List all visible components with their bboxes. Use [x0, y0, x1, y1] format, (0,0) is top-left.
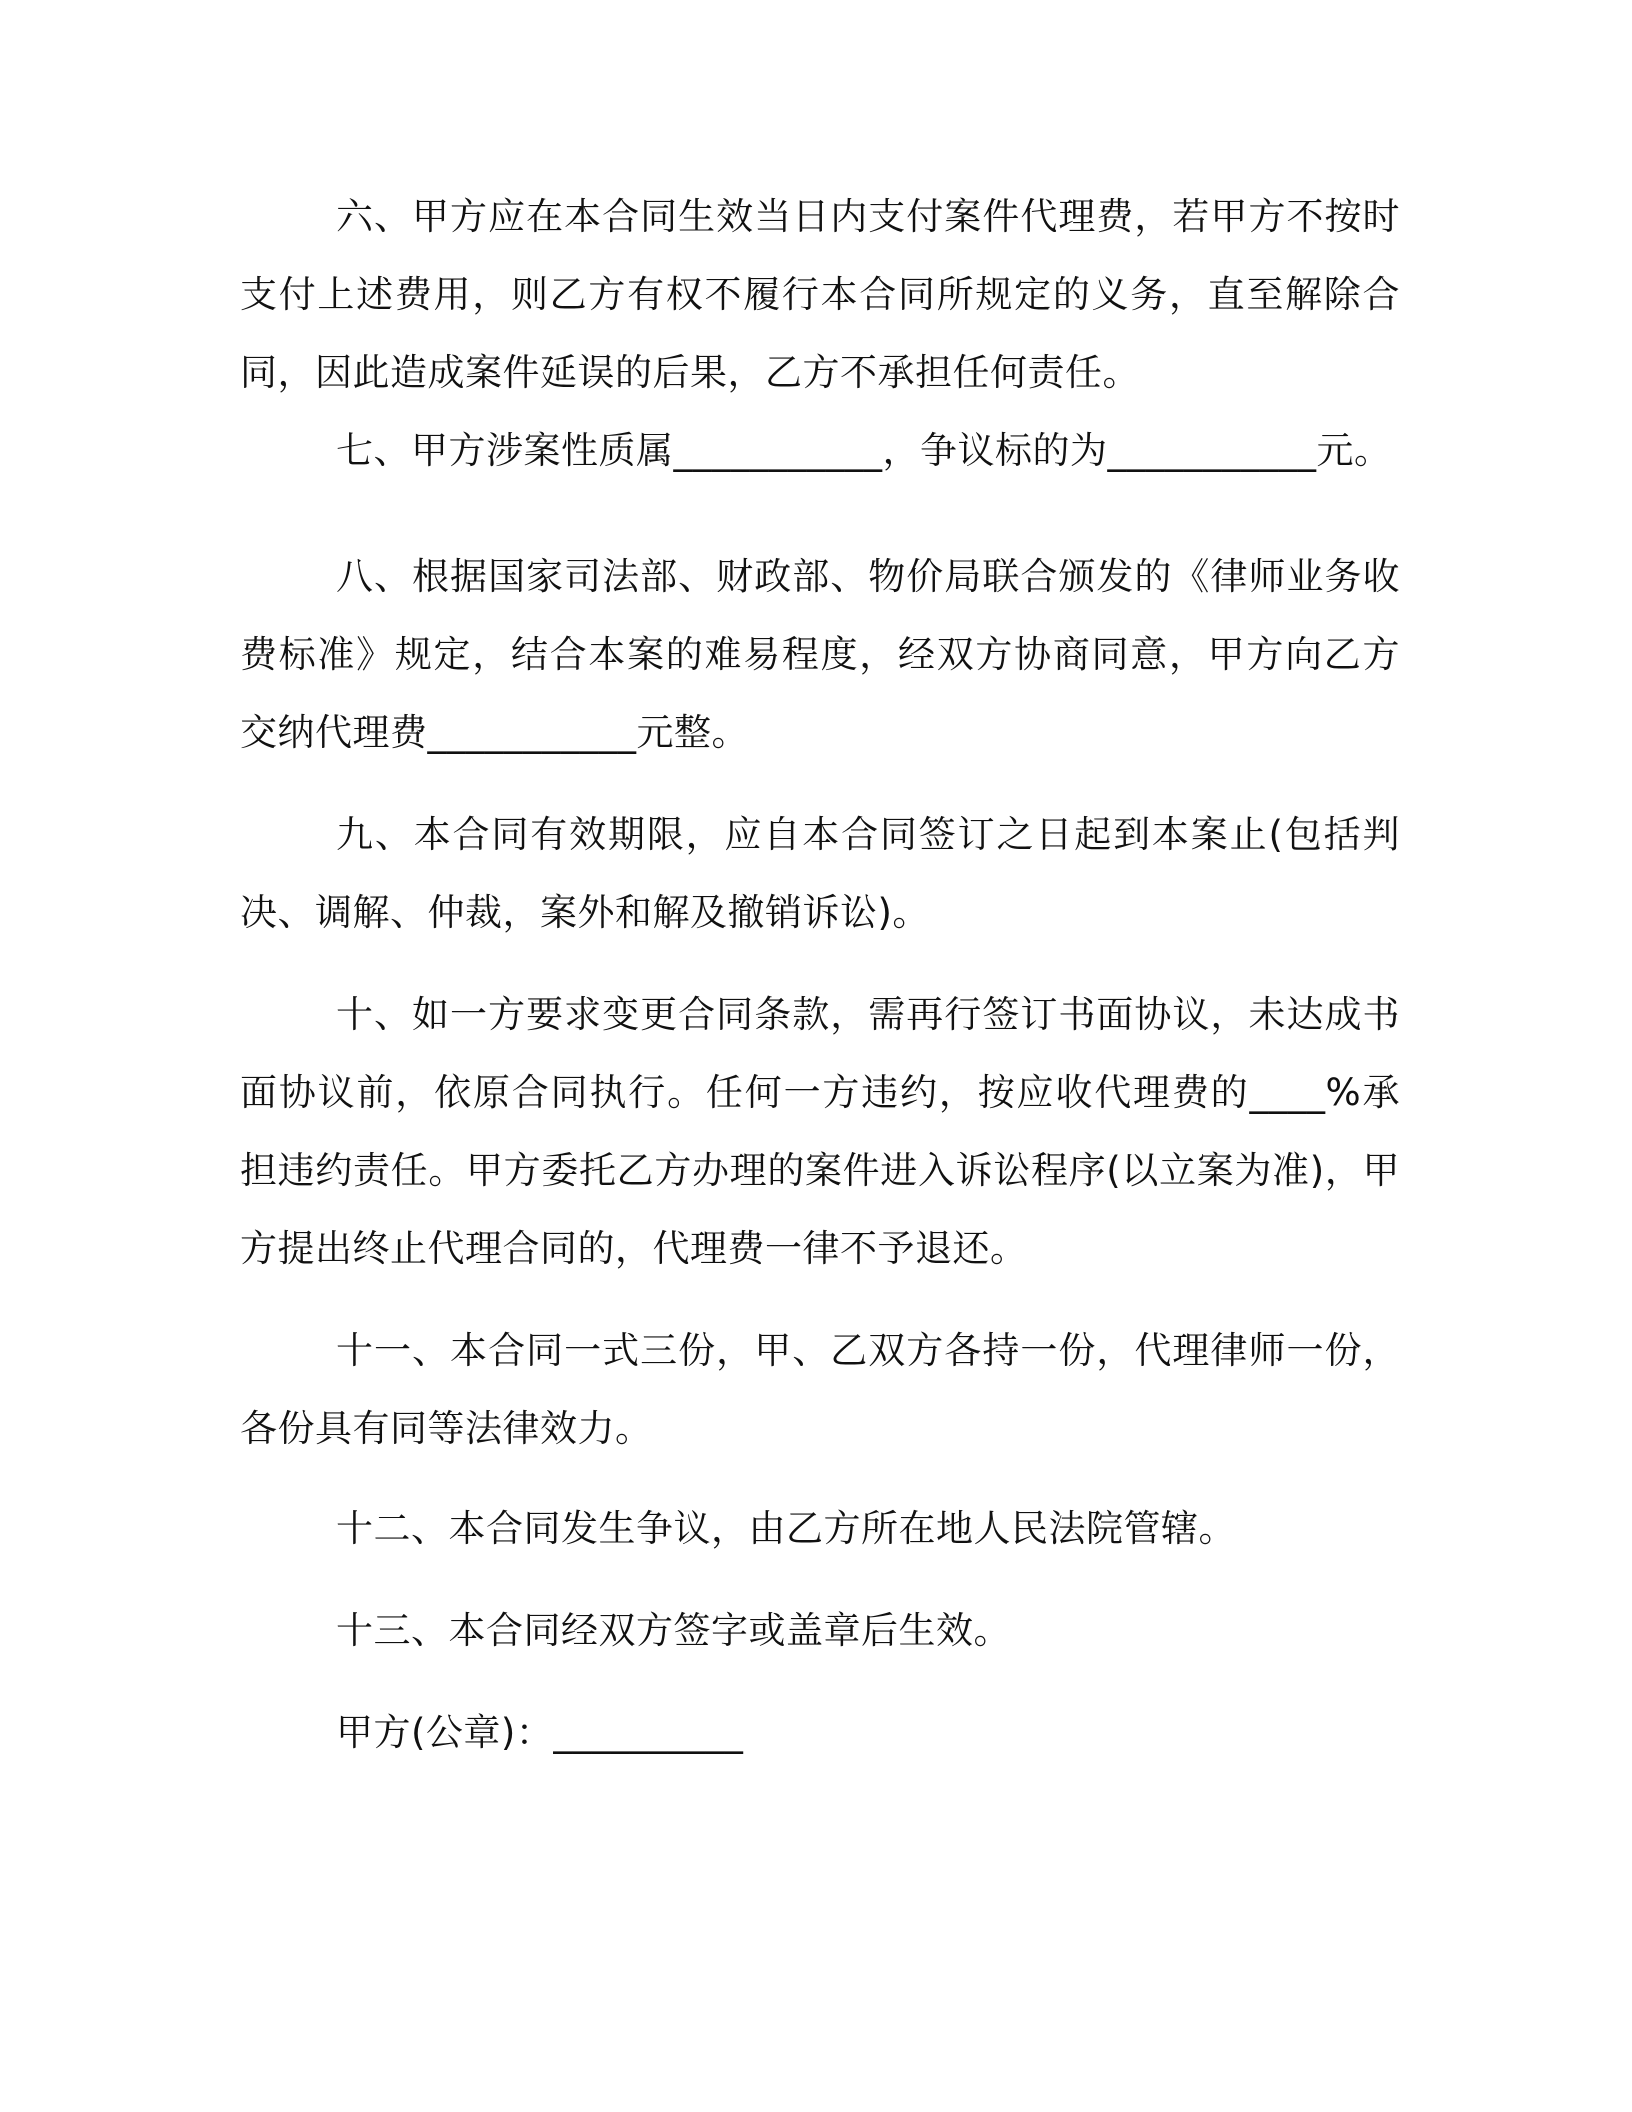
clause-7: 七、甲方涉案性质属___________，争议标的为___________元。 [336, 429, 1392, 472]
party-a-signature-line: 甲方(公章)：__________ [336, 1711, 744, 1754]
clause-8: 八、根据国家司法部、财政部、物价局联合颁发的《律师业务收费标准》规定，结合本案的难易程度，经双方协商同意，甲方向乙方交纳代理费___________元整。 [240, 555, 1400, 754]
clause-10: 十、如一方要求变更合同条款，需再行签订书面协议，未达成书面协议前，依原合同执行。任何一方违约，按应收代理费的____%承担违约责任。甲方委托乙方办理的案件进入诉讼程序(以立案为准)，甲方提出终止代理合同的，代理费一律不予退还。 [240, 993, 1400, 1270]
clause-9: 九、本合同有效期限，应自本合同签订之日起到本案止(包括判决、调解、仲裁，案外和解及撤销诉讼)。 [240, 813, 1400, 934]
clause-13: 十三、本合同经双方签字或盖章后生效。 [336, 1609, 1011, 1652]
clause-12: 十二、本合同发生争议，由乙方所在地人民法院管辖。 [336, 1507, 1236, 1550]
clause-6: 六、甲方应在本合同生效当日内支付案件代理费，若甲方不按时支付上述费用，则乙方有权不履行本合同所规定的义务，直至解除合同，因此造成案件延误的后果，乙方不承担任何责任。 [240, 195, 1400, 394]
clause-11: 十一、本合同一式三份，甲、乙双方各持一份，代理律师一份，各份具有同等法律效力。 [240, 1329, 1400, 1450]
